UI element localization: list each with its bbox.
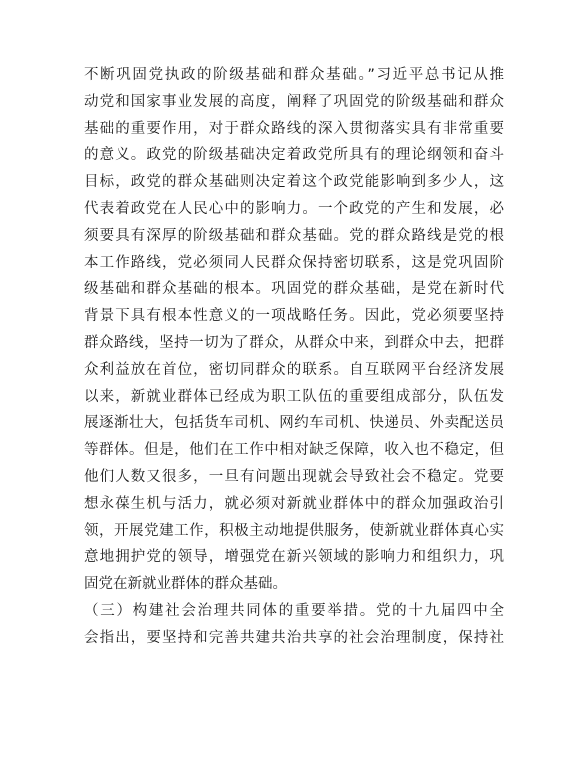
text-line: 想永葆生机与活力，就必须对新就业群体中的群众加强政治引 bbox=[84, 495, 504, 512]
text-line: 以来，新就业群体已经成为职工队伍的重要组成部分，队伍发 bbox=[84, 388, 504, 405]
text-line: 等群体。但是，他们在工作中相对缺乏保障，收入也不稳定，但 bbox=[84, 442, 504, 459]
text-line: 级基础和群众基础的根本。巩固党的群众基础，是党在新时代 bbox=[84, 281, 504, 298]
text-line: 会指出，要坚持和完善共建共治共享的社会治理制度，保持社 bbox=[84, 629, 504, 646]
text-line: 背景下具有根本性意义的一项战略任务。因此，党必须要坚持 bbox=[84, 308, 504, 325]
text-line: 目标，政党的群众基础则决定着这个政党能影响到多少人，这 bbox=[84, 174, 504, 191]
text-line: 意地拥护党的领导，增强党在新兴领域的影响力和组织力，巩 bbox=[84, 549, 504, 566]
text-line: 须要具有深厚的阶级基础和群众基础。党的群众路线是党的根 bbox=[84, 227, 504, 244]
text-line: 不断巩固党执政的阶级基础和群众基础。”习近平总书记从推 bbox=[84, 67, 504, 83]
text-line: 本工作路线，党必须同人民群众保持密切联系，这是党巩固阶 bbox=[84, 254, 504, 271]
text-line: 他们人数又很多，一旦有问题出现就会导致社会不稳定。党要 bbox=[84, 468, 504, 485]
text-line: 展逐渐壮大，包括货车司机、网约车司机、快递员、外卖配送员 bbox=[84, 415, 504, 432]
text-line: 动党和国家事业发展的高度，阐释了巩固党的阶级基础和群众 bbox=[84, 93, 504, 110]
text-line: 领，开展党建工作，积极主动地提供服务，使新就业群体真心实 bbox=[84, 522, 504, 539]
text-line: 基础的重要作用，对于群众路线的深入贯彻落实具有非常重要 bbox=[84, 120, 504, 137]
text-line: 的意义。政党的阶级基础决定着政党所具有的理论纲领和奋斗 bbox=[84, 147, 504, 164]
text-line: 代表着政党在人民心中的影响力。一个政党的产生和发展，必 bbox=[84, 200, 504, 217]
text-line: 众利益放在首位，密切同群众的联系。自互联网平台经济发展 bbox=[84, 361, 504, 378]
text-line: 群众路线，坚持一切为了群众，从群众中来，到群众中去，把群 bbox=[84, 334, 504, 351]
text-line: 固党在新就业群体的群众基础。 bbox=[84, 576, 287, 593]
section-heading-line: （三）构建社会治理共同体的重要举措。党的十九届四中全 bbox=[84, 602, 504, 619]
body-text bbox=[84, 62, 504, 652]
